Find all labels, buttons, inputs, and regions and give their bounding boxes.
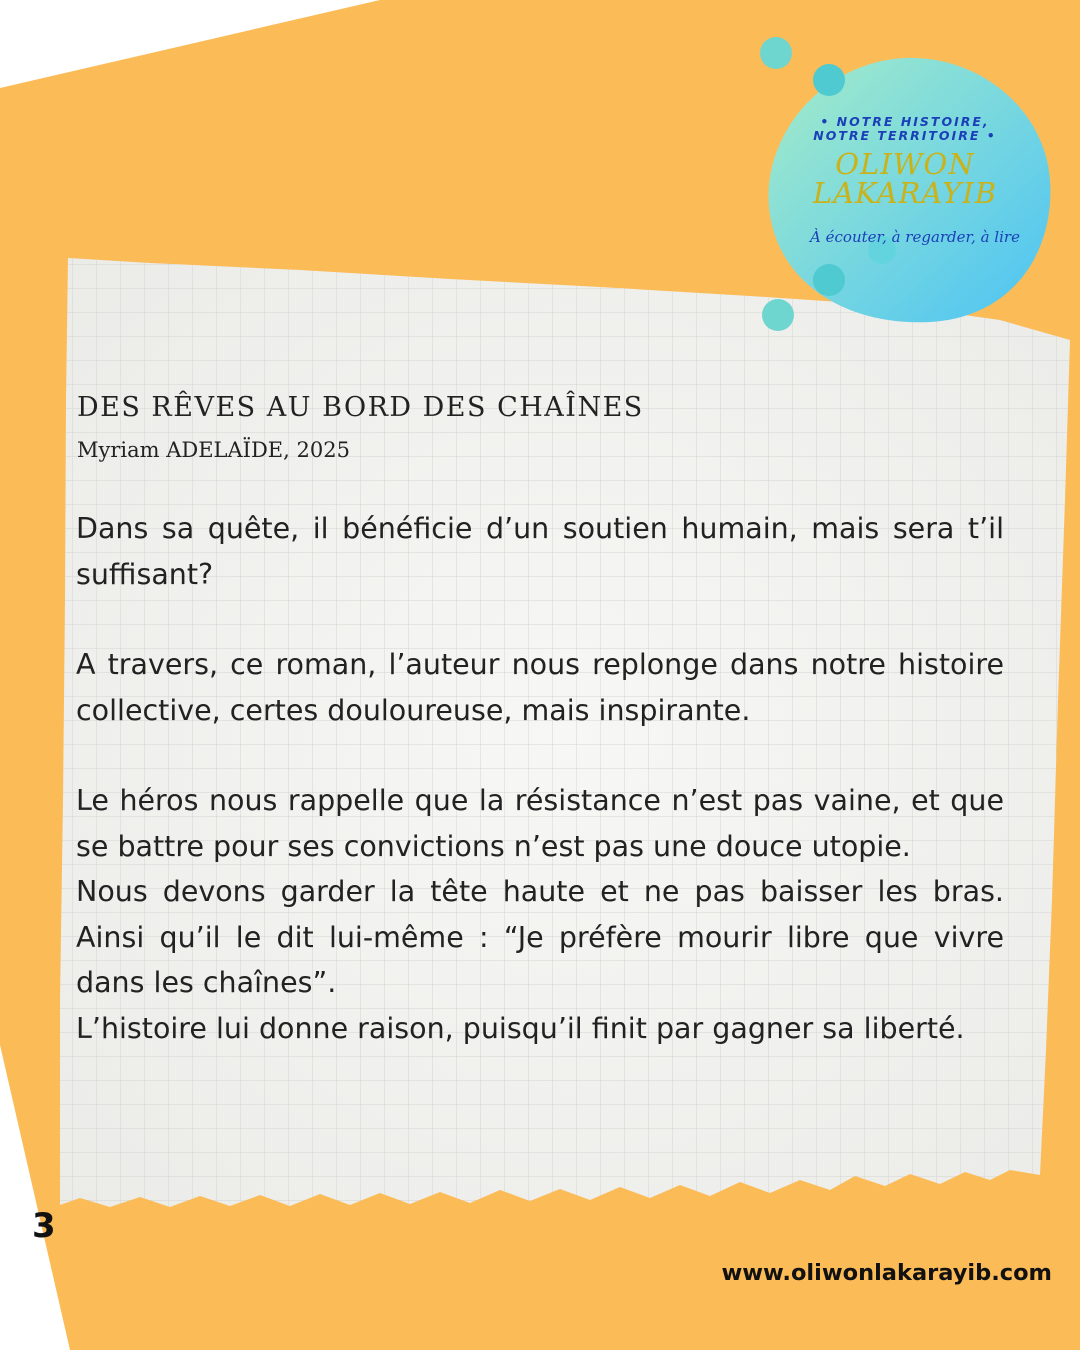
- paragraph: Dans sa quête, il bénéficie d’un soutien humain, mais sera t’il suffisant?: [76, 512, 1004, 591]
- logo-name-line2: LAKARAYIB: [812, 176, 998, 210]
- logo-dot: [762, 299, 794, 331]
- logo-subtitle: À écouter, à regarder, à lire: [810, 228, 1020, 246]
- book-author: Myriam ADELAÏDE, 2025: [77, 438, 350, 462]
- logo-name: [770, 147, 1040, 210]
- logo-dot: [813, 264, 845, 296]
- logo-tagline-line1: • NOTRE HISTOIRE,: [820, 114, 990, 129]
- page-number: 3: [32, 1206, 56, 1246]
- paragraph: L’histoire lui donne raison, puisqu’il finit par gagner sa liberté.: [76, 1011, 965, 1045]
- paragraph: Le héros nous rappelle que la résistance n’est pas vaine, et que se battre pour ses convictions n’est pas une douce utopie.: [76, 784, 1004, 863]
- book-title: DES RÊVES AU BORD DES CHAÎNES: [77, 392, 644, 423]
- logo-tagline: [770, 115, 1040, 143]
- logo-dot: [813, 64, 845, 96]
- paragraph: Nous devons garder la tête haute et ne pas baisser les bras. Ainsi qu’il le dit lui-même : “Je préfère mourir libre que vivre dans les chaînes”.: [76, 875, 1004, 999]
- logo-name-line1: OLIWON: [835, 147, 975, 181]
- logo-tagline-line2: NOTRE TERRITOIRE •: [813, 128, 997, 143]
- website-link[interactable]: www.oliwonlakarayib.com: [721, 1260, 1052, 1286]
- review-body: [76, 506, 1004, 1051]
- logo-dot: [760, 37, 792, 69]
- paragraph: A travers, ce roman, l’auteur nous replonge dans notre histoire collective, certes douloureuse, mais inspirante.: [76, 648, 1004, 727]
